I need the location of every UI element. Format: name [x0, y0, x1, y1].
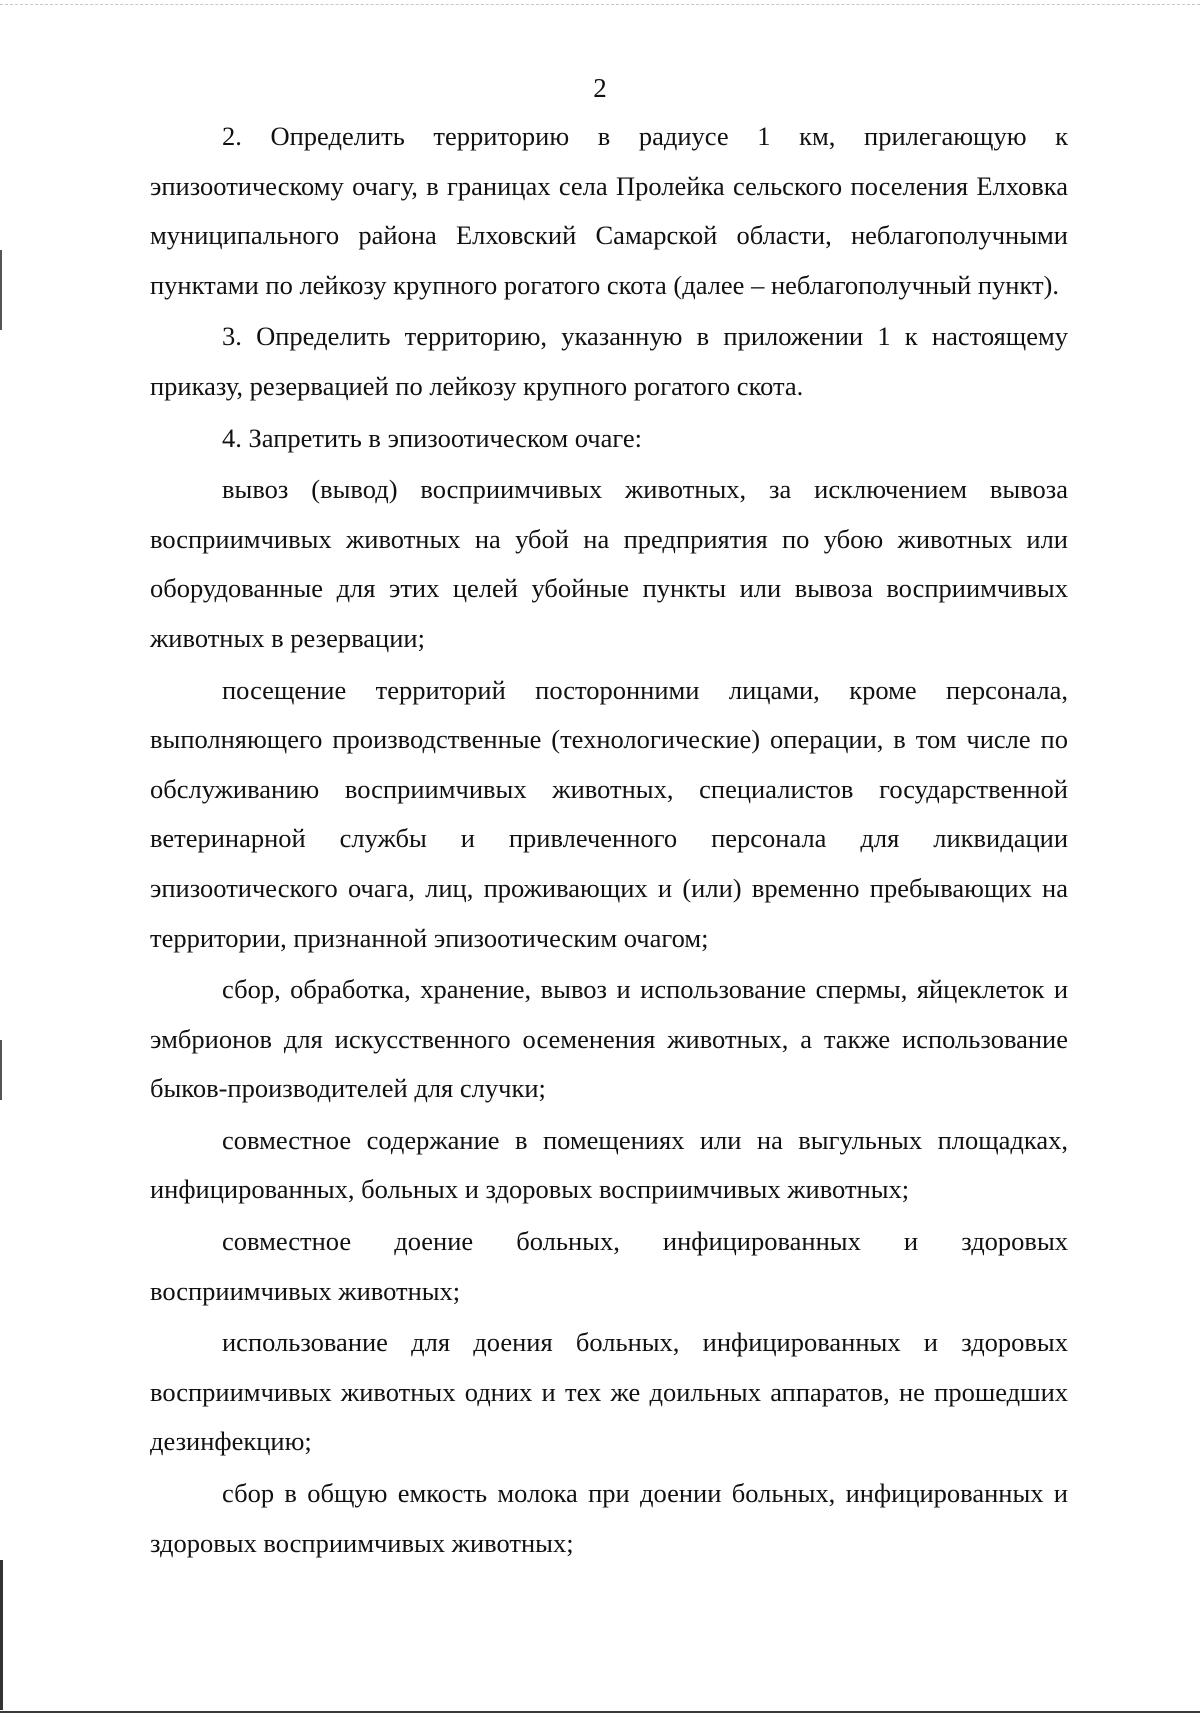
paragraph-item-2: 2. Определить территорию в радиусе 1 км, прилегающую к эпизоотическому очагу, в границах села Пролейка сельского поселения Елховка муниципального района Елховский Самарской области, неблагополучными пунктами по лейкозу крупного рогатого скота (далее – неблагополучный пункт).: [150, 121, 1068, 300]
paragraph-ban-joint-milking: совместное доение больных, инфицированных и здоровых восприимчивых животных;: [150, 1226, 1068, 1306]
paragraph-ban-export: вывоз (вывод) восприимчивых животных, за исключением вывоза восприимчивых животных на убой на предприятия по убою животных или оборудованные для этих целей убойные пункты или вывоза восприимчивых животных в резервации;: [150, 474, 1068, 653]
document-body: [150, 112, 1068, 1568]
scan-edge-bottom: [0, 1711, 1200, 1713]
paragraph-ban-joint-keeping: совместное содержание в помещениях или на выгульных площадках, инфицированных, больных и здоровых восприимчивых животных;: [150, 1124, 1068, 1205]
page-number: 2: [593, 73, 607, 103]
paragraph-item-3: 3. Определить территорию, указанную в приложении 1 к настоящему приказу, резервацией по лейкозу крупного рогатого скота.: [150, 321, 1068, 401]
paragraph-ban-visits: посещение территорий посторонними лицами, кроме персонала, выполняющего производственные (технологические) операции, в том числе по обслуживанию восприимчивых животных, специалистов государственной ветеринарной службы и привлеченного персонала для ликвидации эпизоотического очага, лиц, проживающих и (или) временно пребывающих на территории, признанной эпизоотическим очагом;: [150, 674, 1068, 953]
scan-edge-top: [0, 4, 1200, 5]
paragraph-ban-sperm: сбор, обработка, хранение, вывоз и использование спермы, яйцеклеток и эмбрионов для искусственного осеменения животных, а также использование быков-производителей для случки;: [150, 974, 1068, 1104]
scan-mark-left: [0, 1560, 3, 1710]
scan-mark-left: [0, 250, 2, 330]
paragraph-item-4: 4. Запретить в эпизоотическом очаге:: [222, 422, 643, 453]
paragraph-ban-shared-apparatus: использование для доения больных, инфицированных и здоровых восприимчивых животных одних и тех же доильных аппаратов, не прошедших дезинфекцию;: [150, 1327, 1068, 1457]
scan-mark-left: [0, 1040, 2, 1100]
paragraph-ban-common-container: сбор в общую емкость молока при доении больных, инфицированных и здоровых восприимчивых животных;: [150, 1478, 1068, 1558]
